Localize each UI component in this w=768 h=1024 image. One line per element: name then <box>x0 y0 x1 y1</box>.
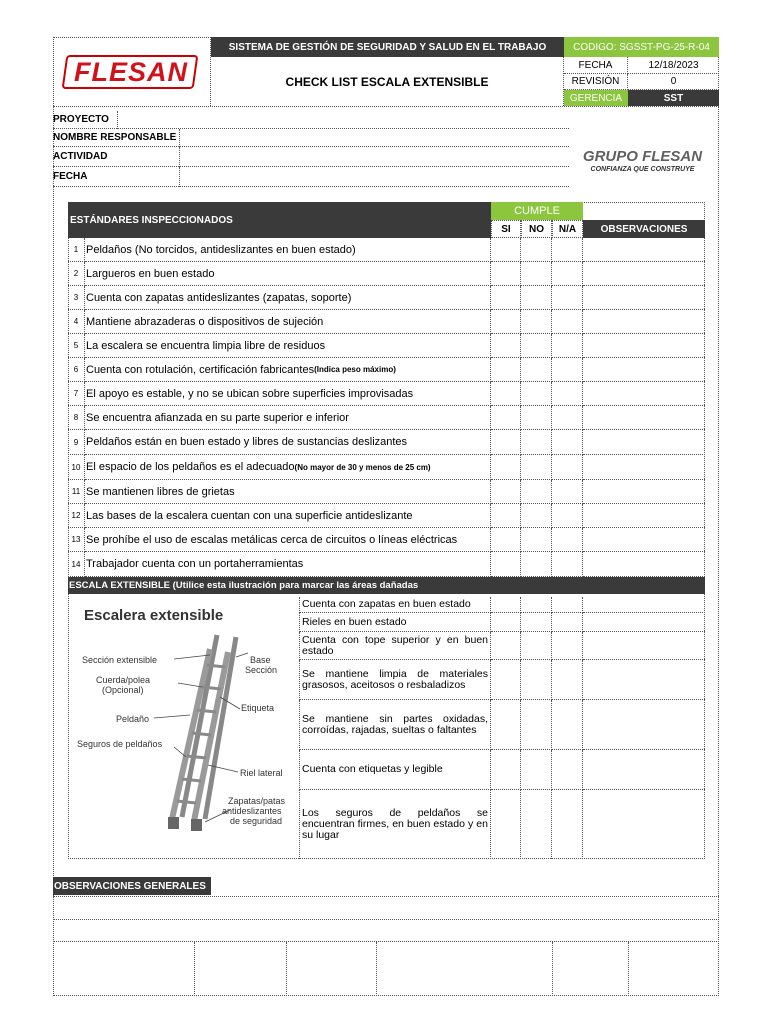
responsable-field[interactable] <box>179 129 569 147</box>
item-si-checkbox[interactable] <box>491 310 521 334</box>
extensible-no-checkbox[interactable] <box>521 632 552 660</box>
flesan-logo-text: FLESAN <box>74 57 188 87</box>
item-text-cell <box>85 528 491 552</box>
item-text: Largueros en buen estado <box>86 267 215 280</box>
item-na-checkbox[interactable] <box>552 480 583 504</box>
item-text: Se mantienen libres de grietas <box>86 485 235 498</box>
item-no-checkbox[interactable] <box>521 406 552 430</box>
na-header: N/A <box>552 220 583 238</box>
item-no-checkbox[interactable] <box>521 262 552 286</box>
extensible-no-checkbox[interactable] <box>521 700 552 750</box>
signature-cell-6[interactable] <box>629 942 719 996</box>
item-na-checkbox[interactable] <box>552 286 583 310</box>
proyecto-field[interactable] <box>117 111 569 129</box>
item-number: 1 <box>68 238 85 262</box>
extensible-item-text: Se mantiene limpia de materiales grasosos, aceitosos o resbaladizos <box>299 660 491 700</box>
extensible-na-checkbox[interactable] <box>552 700 583 750</box>
gerencia-label: GERENCIA <box>564 90 628 106</box>
item-text-cell <box>85 504 491 528</box>
extensible-no-checkbox[interactable] <box>521 660 552 700</box>
item-text: Cuenta con zapatas antideslizantes (zapatas, soporte) <box>86 291 352 304</box>
item-na-checkbox[interactable] <box>552 552 583 577</box>
logo-cell <box>53 37 211 106</box>
codigo-label: CODIGO: SGSST-PG-25-R-04 <box>564 37 719 57</box>
item-observation-field[interactable] <box>583 528 705 552</box>
extensible-observation-field[interactable] <box>583 700 705 750</box>
fecha-label: FECHA <box>564 57 628 74</box>
extensible-na-checkbox[interactable] <box>552 660 583 700</box>
si-header: SI <box>491 220 521 238</box>
item-si-checkbox[interactable] <box>491 430 521 455</box>
extensible-header: ESCALA EXTENSIBLE (Utilice esta ilustración para marcar las áreas dañadas <box>68 577 705 594</box>
item-number: 13 <box>68 528 85 552</box>
responsable-label: NOMBRE RESPONSABLE <box>53 129 179 147</box>
label-seguros: Seguros de peldaños <box>77 739 163 749</box>
fecha-info-label: FECHA <box>53 167 179 187</box>
extensible-no-checkbox[interactable] <box>521 750 552 790</box>
item-no-checkbox[interactable] <box>521 238 552 262</box>
item-text: El apoyo es estable, y no se ubican sobre superficies improvisadas <box>86 387 414 400</box>
extensible-item-text: Cuenta con tope superior y en buen estado <box>299 632 491 660</box>
extensible-na-checkbox[interactable] <box>552 597 583 613</box>
extensible-si-checkbox[interactable] <box>491 613 521 632</box>
item-number: 14 <box>68 552 85 577</box>
item-na-checkbox[interactable] <box>552 358 583 382</box>
item-note: (Indica peso máximo) <box>314 365 396 374</box>
item-observation-field[interactable] <box>583 382 705 406</box>
item-observation-field[interactable] <box>583 286 705 310</box>
item-number: 10 <box>68 455 85 480</box>
item-number: 6 <box>68 358 85 382</box>
extensible-observation-field[interactable] <box>583 790 705 859</box>
item-note: (No mayor de 30 y menos de 25 cm) <box>294 462 431 472</box>
label-opcional: (Opcional) <box>102 685 144 695</box>
grupo-flesan-text: GRUPO FLESAN <box>582 148 703 165</box>
signature-cell-5[interactable] <box>553 942 629 996</box>
item-na-checkbox[interactable] <box>552 406 583 430</box>
item-no-checkbox[interactable] <box>521 358 552 382</box>
extensible-item-text: Se mantiene sin partes oxidadas, corroídas, rajadas, sueltas o faltantes <box>299 700 491 750</box>
extensible-no-checkbox[interactable] <box>521 613 552 632</box>
extensible-no-checkbox[interactable] <box>521 790 552 859</box>
item-text-cell <box>85 238 491 262</box>
item-text-cell <box>85 358 491 382</box>
label-peldano: Peldaño <box>116 714 150 724</box>
observaciones-header: OBSERVACIONES <box>583 220 705 238</box>
item-si-checkbox[interactable] <box>491 286 521 310</box>
cumple-header: CUMPLE <box>491 202 583 220</box>
extensible-si-checkbox[interactable] <box>491 632 521 660</box>
label-base: Base <box>250 655 271 665</box>
illustration-title: Escalera extensible <box>84 607 224 624</box>
item-number: 9 <box>68 430 85 455</box>
item-text: Cuenta con rotulación, certificación fabricantes <box>86 363 315 376</box>
extensible-observation-field[interactable] <box>583 750 705 790</box>
label-antideslizantes: antideslizantes <box>222 806 282 816</box>
item-no-checkbox[interactable] <box>521 286 552 310</box>
label-riel: Riel lateral <box>240 768 283 778</box>
extensible-na-checkbox[interactable] <box>552 632 583 660</box>
grupo-flesan-logo <box>575 148 710 178</box>
proyecto-label: PROYECTO <box>53 111 117 129</box>
general-observations-line-1[interactable] <box>53 896 719 920</box>
extensible-observation-field[interactable] <box>583 597 705 613</box>
item-text-cell <box>85 286 491 310</box>
extensible-na-checkbox[interactable] <box>552 790 583 859</box>
item-observation-field[interactable] <box>583 310 705 334</box>
item-number: 11 <box>68 480 85 504</box>
item-text-cell <box>85 382 491 406</box>
item-number: 12 <box>68 504 85 528</box>
item-si-checkbox[interactable] <box>491 504 521 528</box>
item-na-checkbox[interactable] <box>552 310 583 334</box>
item-text-cell <box>85 262 491 286</box>
item-text: El espacio de los peldaños es el adecuado <box>86 461 295 473</box>
item-text-cell <box>85 334 491 358</box>
item-si-checkbox[interactable] <box>491 528 521 552</box>
system-title: SISTEMA DE GESTIÓN DE SEGURIDAD Y SALUD EN EL TRABAJO <box>211 37 564 57</box>
label-seccion: Sección <box>245 665 278 675</box>
header-divider <box>53 106 719 107</box>
item-si-checkbox[interactable] <box>491 406 521 430</box>
extensible-observation-field[interactable] <box>583 660 705 700</box>
extensible-si-checkbox[interactable] <box>491 660 521 700</box>
actividad-field[interactable] <box>179 147 569 167</box>
item-observation-field[interactable] <box>583 455 705 480</box>
item-number: 3 <box>68 286 85 310</box>
item-text: Mantiene abrazaderas o dispositivos de sujeción <box>86 315 324 328</box>
item-text: Las bases de la escalera cuentan con una superficie antideslizante <box>86 509 413 522</box>
extensible-na-checkbox[interactable] <box>552 613 583 632</box>
item-number: 4 <box>68 310 85 334</box>
item-text: Peldaños están en buen estado y libres de sustancias deslizantes <box>86 436 408 448</box>
label-zapatas: Zapatas/patas <box>228 796 286 806</box>
item-observation-field[interactable] <box>583 358 705 382</box>
extensible-item-text: Los seguros de peldaños se encuentran firmes, en buen estado y en su lugar <box>299 790 491 859</box>
item-si-checkbox[interactable] <box>491 358 521 382</box>
item-na-checkbox[interactable] <box>552 382 583 406</box>
item-na-checkbox[interactable] <box>552 238 583 262</box>
item-observation-field[interactable] <box>583 430 705 455</box>
gerencia-value: SST <box>628 90 719 106</box>
actividad-label: ACTIVIDAD <box>53 147 179 167</box>
item-text-cell <box>85 480 491 504</box>
signature-cell-2[interactable] <box>195 942 287 996</box>
item-number: 8 <box>68 406 85 430</box>
item-text: Se prohíbe el uso de escalas metálicas cerca de circuitos o líneas eléctricas <box>86 533 458 546</box>
extensible-item-text: Cuenta con zapatas en buen estado <box>299 597 491 613</box>
item-no-checkbox[interactable] <box>521 552 552 577</box>
item-observation-field[interactable] <box>583 504 705 528</box>
item-no-checkbox[interactable] <box>521 382 552 406</box>
item-no-checkbox[interactable] <box>521 528 552 552</box>
label-seguridad: de seguridad <box>230 816 283 826</box>
revision-value: 0 <box>628 74 719 90</box>
item-no-checkbox[interactable] <box>521 455 552 480</box>
item-text-cell <box>85 430 491 455</box>
general-observations-header: OBSERVACIONES GENERALES <box>53 877 211 895</box>
item-na-checkbox[interactable] <box>552 528 583 552</box>
item-na-checkbox[interactable] <box>552 455 583 480</box>
revision-label: REVISIÓN <box>564 74 628 90</box>
extensible-observation-field[interactable] <box>583 632 705 660</box>
extensible-si-checkbox[interactable] <box>491 597 521 613</box>
standards-header: ESTÁNDARES INSPECCIONADOS <box>68 202 491 238</box>
item-text-cell <box>85 455 491 480</box>
item-no-checkbox[interactable] <box>521 310 552 334</box>
item-no-checkbox[interactable] <box>521 430 552 455</box>
item-no-checkbox[interactable] <box>521 334 552 358</box>
document-title: CHECK LIST ESCALA EXTENSIBLE <box>211 57 564 106</box>
extensible-si-checkbox[interactable] <box>491 750 521 790</box>
item-no-checkbox[interactable] <box>521 480 552 504</box>
item-si-checkbox[interactable] <box>491 455 521 480</box>
item-text-cell <box>85 552 491 577</box>
no-header: NO <box>521 220 552 238</box>
item-na-checkbox[interactable] <box>552 504 583 528</box>
item-observation-field[interactable] <box>583 552 705 577</box>
item-si-checkbox[interactable] <box>491 238 521 262</box>
item-text-cell <box>85 310 491 334</box>
item-na-checkbox[interactable] <box>552 262 583 286</box>
extensible-no-checkbox[interactable] <box>521 597 552 613</box>
extensible-na-checkbox[interactable] <box>552 750 583 790</box>
extensible-si-checkbox[interactable] <box>491 700 521 750</box>
item-observation-field[interactable] <box>583 238 705 262</box>
item-na-checkbox[interactable] <box>552 334 583 358</box>
label-seccion-extensible: Sección extensible <box>82 655 158 665</box>
item-text-cell <box>85 406 491 430</box>
extensible-si-checkbox[interactable] <box>491 790 521 859</box>
item-text: Se encuentra afianzada en su parte superior e inferior <box>86 411 349 424</box>
item-number: 5 <box>68 334 85 358</box>
item-text: La escalera se encuentra limpia libre de residuos <box>86 339 326 352</box>
signature-row <box>53 942 719 996</box>
general-observations-line-2[interactable] <box>53 920 719 942</box>
signature-cell-1[interactable] <box>53 942 195 996</box>
item-si-checkbox[interactable] <box>491 480 521 504</box>
item-si-checkbox[interactable] <box>491 262 521 286</box>
item-observation-field[interactable] <box>583 406 705 430</box>
fecha-value: 12/18/2023 <box>628 57 719 74</box>
item-number: 7 <box>68 382 85 406</box>
extensible-observation-field[interactable] <box>583 613 705 632</box>
item-observation-field[interactable] <box>583 480 705 504</box>
extensible-item-text: Rieles en buen estado <box>299 613 491 632</box>
item-si-checkbox[interactable] <box>491 334 521 358</box>
signature-cell-3[interactable] <box>287 942 377 996</box>
item-observation-field[interactable] <box>583 334 705 358</box>
extensible-item-text: Cuenta con etiquetas y legible <box>299 750 491 790</box>
item-observation-field[interactable] <box>583 262 705 286</box>
item-text: Trabajador cuenta con un portaherramientas <box>86 558 304 570</box>
label-cuerda: Cuerda/polea <box>96 675 151 685</box>
ladder-icon <box>70 597 298 855</box>
item-number: 2 <box>68 262 85 286</box>
grupo-flesan-tagline: CONFIANZA QUE CONSTRUYE <box>590 166 695 173</box>
item-na-checkbox[interactable] <box>552 430 583 455</box>
item-text: Peldaños (No torcidos, antideslizantes en buen estado) <box>86 243 356 256</box>
signature-cell-4[interactable] <box>377 942 553 996</box>
fecha-info-field[interactable] <box>179 167 569 187</box>
label-etiqueta: Etiqueta <box>241 703 275 713</box>
item-no-checkbox[interactable] <box>521 504 552 528</box>
item-si-checkbox[interactable] <box>491 552 521 577</box>
item-si-checkbox[interactable] <box>491 382 521 406</box>
ladder-illustration <box>70 597 298 855</box>
